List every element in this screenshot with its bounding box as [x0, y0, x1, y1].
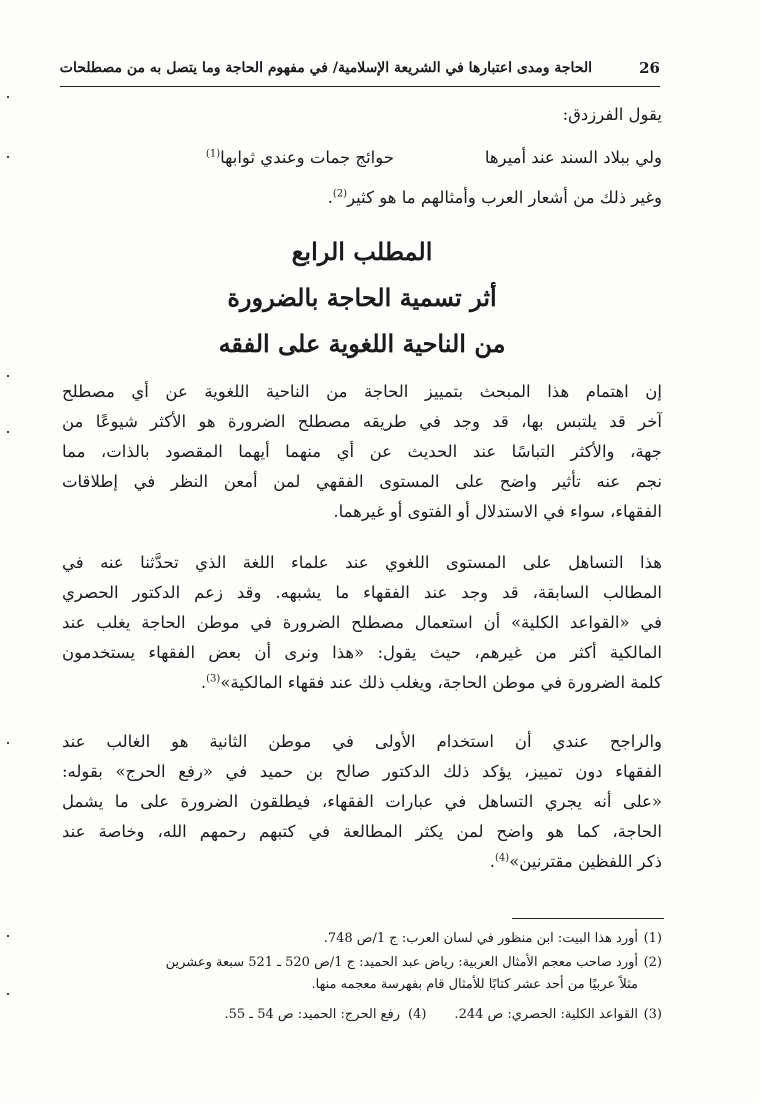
section-title-3: من الناحية اللغوية على الفقه — [218, 329, 506, 358]
paragraph-2 — [62, 548, 662, 698]
verse-first-hemistich: ولي ببلاد السند عند أميرها — [484, 148, 662, 167]
section-title-1: المطلب الرابع — [291, 237, 433, 266]
paragraph-3 — [62, 727, 662, 877]
footnote-number: (3) — [643, 1007, 662, 1022]
scan-speck — [7, 96, 9, 98]
footnote-number: (1) — [643, 931, 662, 946]
text-line: في «القواعد الكلية» أن استعمال مصطلح الضرورة في موطن الحاجة يغلب عند — [62, 613, 662, 632]
text-line: كلمة الضرورة في موطن الحاجة، ويغلب ذلك عند فقهاء المالكية»$^{(3)}$. — [200, 673, 662, 692]
footnote-text: القواعد الكلية: الحصري: ص 244. — [454, 1007, 638, 1022]
text-line: آخر قد يلتبس بها، قد وجد في طريقه مصطلح الضرورة هو الأكثر شيوعًا من — [62, 412, 662, 431]
text-line: هذا التساهل على المستوى اللغوي عند علماء اللغة الذي تحدَّثنا عنه في — [62, 553, 662, 572]
text-line: الحاجة، كما هو واضح لمن يكثر المطالعة في كتبهم رحمهم الله، وخاصة عند — [62, 822, 662, 841]
footnote-ref-3: (3) — [206, 673, 221, 685]
footnote-3-4 — [100, 1004, 662, 1026]
text-line: ذكر اللفظين مقترنين»$^{(4)}$. — [489, 852, 662, 871]
footnote-ref-4: (4) — [495, 852, 510, 864]
footnote-ref-2: (2) — [332, 188, 348, 200]
scan-speck — [7, 935, 9, 937]
text-line: والراجح عندي أن استخدام الأولى في موطن الثانية هو الغالب عند — [62, 732, 662, 751]
scan-speck — [7, 431, 9, 433]
page-number: 26 — [639, 59, 660, 77]
scan-speck — [7, 375, 9, 377]
footnote-number: (4) — [407, 1007, 427, 1022]
scan-speck — [7, 742, 9, 744]
scan-speck — [7, 156, 9, 158]
footnote-number: (2) — [643, 955, 662, 970]
text-line: الفقهاء، سواء في الاستدلال أو الفتوى أو غيرهما. — [333, 502, 662, 521]
intro-line-1: يقول الفرزدق: — [562, 105, 662, 124]
intro-line-3: وغير ذلك من أشعار العرب وأمثالهم ما هو كثير$^{(2)}$. — [327, 188, 662, 207]
text-line: جهة، والأكثر التباسًا عند الحديث عن أي منهما أيهما المقصود بالذات، مما — [62, 442, 662, 461]
section-title-2: أثر تسمية الحاجة بالضرورة — [227, 283, 497, 312]
text-line: المالكية أكثر من غيرهم، حيث يقول: «هذا ونرى أن بعض الفقهاء يستخدمون — [62, 643, 662, 662]
footnote-2 — [100, 952, 662, 996]
text-line: نجم عنه تأثير واضح على المستوى الفقهي لمن أمعن النظر في إطلاقات — [62, 472, 662, 491]
footnote-divider — [512, 918, 664, 919]
footnote-continuation: مثلاً عربيًا من أحد عشر كتابًا للأمثال قام بفهرسة معجمه منها. — [311, 977, 638, 992]
text-line: «على أنه يجري التساهل في عبارات الفقهاء، فيطلقون الضرورة على ما يشمل — [62, 792, 662, 811]
text-line: المطالب السابقة، قد وجد عند الفقهاء ما يشبهه. وقد زعم الدكتور الحصري — [62, 583, 662, 602]
footnote-text: أورد هذا البيت: ابن منظور في لسان العرب: ج 1/ص 748. — [323, 931, 638, 946]
running-header — [60, 58, 660, 87]
footnote-ref-1: (1) — [205, 148, 221, 160]
paragraph-1 — [62, 377, 662, 527]
footnote-text: رفع الحرج: الحميد: ص 54 ـ 55. — [224, 1007, 400, 1022]
footnote-1 — [100, 928, 662, 950]
text-line: الفقهاء دون تمييز، يؤكد ذلك الدكتور صالح بن حميد في «رفع الحرج» بقوله: — [62, 762, 662, 781]
footnote-text: أورد صاحب معجم الأمثال العربية: رياض عبد الحميد: ج 1/ص 520 ـ 521 سبعة وعشرين — [165, 955, 638, 970]
verse-second-hemistich: حوائج جمات وعندي ثوابها$^{(1)}$ — [205, 148, 394, 167]
running-title: الحاجة ومدى اعتبارها في الشريعة الإسلامية/ في مفهوم الحاجة وما يتصل به من مصطلحات — [59, 60, 592, 76]
scan-speck — [7, 993, 9, 995]
text-line: إن اهتمام هذا المبحث بتمييز الحاجة من الناحية اللغوية عن أي مصطلح — [62, 382, 662, 401]
poem-verse — [62, 143, 662, 173]
